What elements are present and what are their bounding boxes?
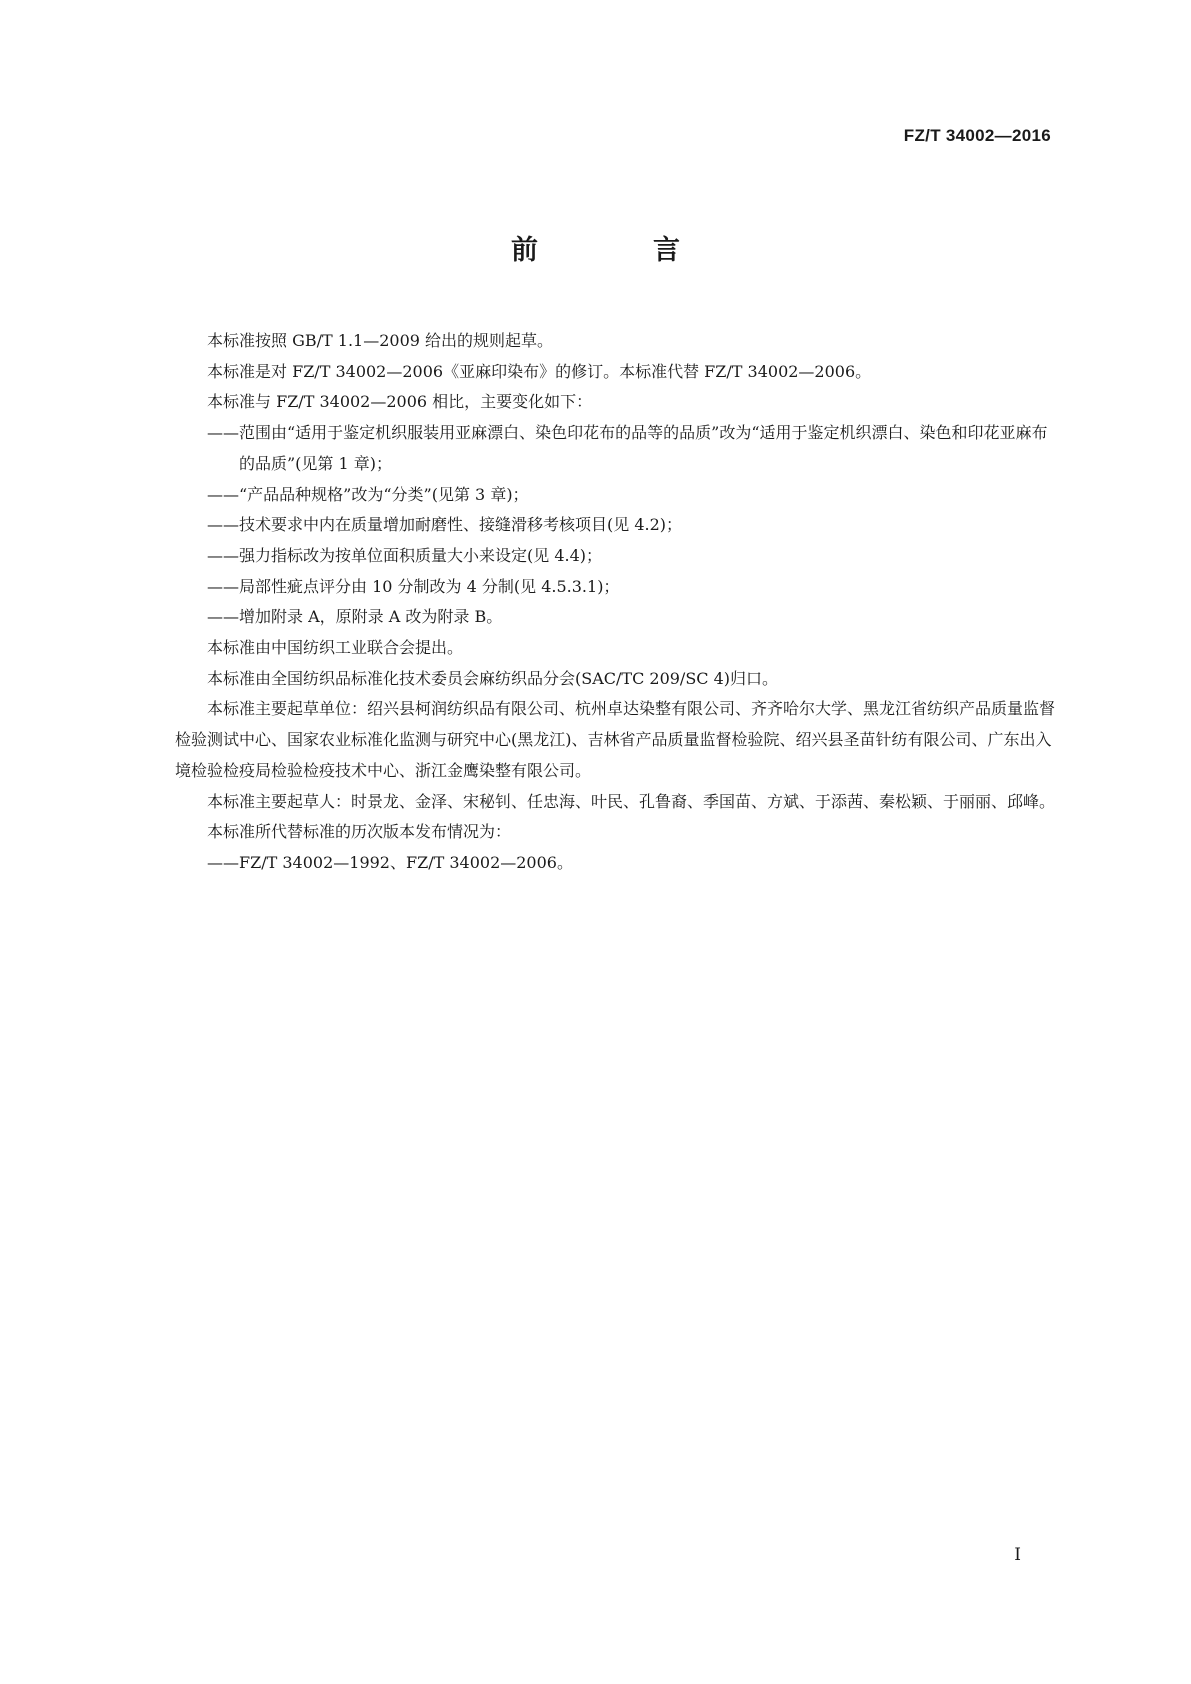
change-list-item: ——范围由“适用于鉴定机织服装用亚麻漂白、染色印花布的品等的品质”改为“适用于鉴定机织漂白、染色和印花亚麻布的品质”(见第 1 章)； xyxy=(207,423,1048,473)
drafting-units-paragraph: 本标准主要起草单位：绍兴县柯润纺织品有限公司、杭州卓达染整有限公司、齐齐哈尔大学、黑龙江省纺织产品质量监督检验测试中心、国家农业标准化监测与研究中心(黑龙江)、吉林省产品质量监督检验院、绍兴县圣苗针纺有限公司、广东出入境检验检疫局检验检疫技术中心、浙江金鹰染整有限公司。 xyxy=(175,699,1056,780)
page-title: 前 言 xyxy=(511,235,724,266)
standard-code: FZ/T 34002—2016 xyxy=(903,126,1051,145)
change-list-item: ——局部性疵点评分由 10 分制改为 4 分制(见 4.5.3.1)； xyxy=(207,576,620,596)
page-number: I xyxy=(1014,1545,1021,1565)
version-history-item: ——FZ/T 34002—1992、FZ/T 34002—2006。 xyxy=(207,852,573,872)
change-list-item: ——增加附录 A，原附录 A 改为附录 B。 xyxy=(207,607,503,627)
paragraph: 本标准按照 GB/T 1.1—2009 给出的规则起草。 xyxy=(207,331,554,350)
paragraph: 本标准所代替标准的历次版本发布情况为： xyxy=(207,822,512,842)
foreword-body xyxy=(175,326,1055,879)
paragraph: 本标准与 FZ/T 34002—2006 相比，主要变化如下： xyxy=(207,392,593,412)
change-list-item: ——技术要求中内在质量增加耐磨性、接缝滑移考核项目(见 4.2)； xyxy=(207,515,683,535)
paragraph: 本标准是对 FZ/T 34002—2006《亚麻印染布》的修订。本标准代替 FZ/T 34002—2006。 xyxy=(207,361,872,381)
drafters-paragraph: 本标准主要起草人：时景龙、金泽、宋秘钊、任忠海、叶民、孔鲁裔、季国苗、方斌、于添茜、秦松颖、于丽丽、邱峰。 xyxy=(207,791,1056,811)
change-list-item: ——“产品品种规格”改为“分类”(见第 3 章)； xyxy=(207,484,529,504)
paragraph: 本标准由中国纺织工业联合会提出。 xyxy=(207,638,464,658)
paragraph: 本标准由全国纺织品标准化技术委员会麻纺织品分会(SAC/TC 209/SC 4)归口。 xyxy=(207,668,779,688)
change-list-item: ——强力指标改为按单位面积质量大小来设定(见 4.4)； xyxy=(207,545,603,565)
